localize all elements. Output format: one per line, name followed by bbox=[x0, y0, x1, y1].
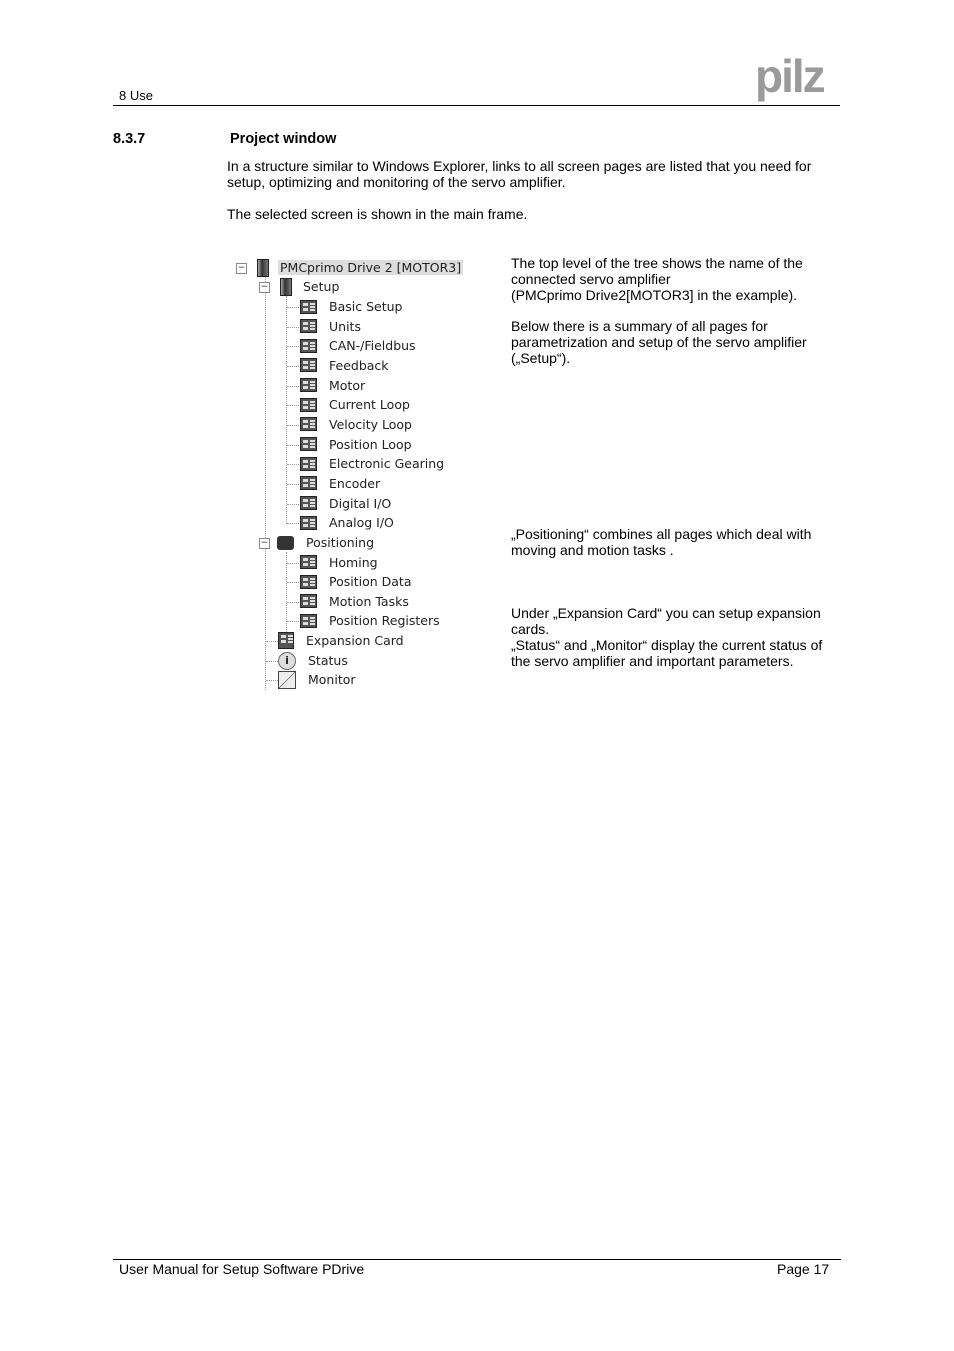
note-text: The top level of the tree shows the name of the connected servo amplifier bbox=[511, 255, 803, 287]
tree-item-setup[interactable]: Electronic Gearing bbox=[300, 454, 446, 473]
page-icon bbox=[300, 319, 317, 333]
tree-item-setup[interactable]: Current Loop bbox=[300, 395, 412, 414]
tree-node-setup[interactable]: − Setup bbox=[260, 279, 340, 294]
tree-item-positioning[interactable]: Homing bbox=[300, 553, 380, 572]
tree-item-positioning[interactable]: Motion Tasks bbox=[300, 592, 411, 611]
note-text: (PMCprimo Drive2[MOTOR3] in the example). bbox=[511, 287, 798, 303]
page-icon bbox=[300, 555, 317, 569]
expansion-card-icon bbox=[278, 632, 294, 649]
tree-node-root[interactable]: − PMCprimo Drive 2 [MOTOR3] bbox=[237, 260, 462, 275]
pilz-logo bbox=[755, 56, 837, 102]
collapse-icon[interactable]: − bbox=[260, 538, 269, 548]
tree-node-positioning[interactable]: − Positioning bbox=[260, 535, 374, 550]
page-icon bbox=[300, 614, 317, 628]
tree-item-setup[interactable]: Basic Setup bbox=[300, 297, 404, 316]
tree-item-setup[interactable]: Units bbox=[300, 317, 363, 336]
page-icon bbox=[300, 516, 317, 530]
tree-item-setup[interactable]: Feedback bbox=[300, 356, 391, 375]
collapse-icon[interactable]: − bbox=[237, 263, 246, 273]
header-rule bbox=[113, 105, 840, 106]
note-text: „Status“ and „Monitor“ display the current status of the servo amplifier and important parameters. bbox=[511, 637, 823, 669]
section-title: Project window bbox=[230, 131, 337, 147]
tree-item-setup[interactable]: Digital I/O bbox=[300, 494, 393, 513]
drive-icon bbox=[280, 278, 292, 296]
note-text: Under „Expansion Card“ you can setup expansion cards. bbox=[511, 605, 821, 637]
note-expansion-status bbox=[511, 605, 841, 669]
tree-item-setup[interactable]: Position Loop bbox=[300, 435, 414, 454]
tree-item-setup[interactable]: CAN-/Fieldbus bbox=[300, 336, 418, 355]
info-icon: i bbox=[278, 652, 296, 670]
page-icon bbox=[300, 417, 317, 431]
note-positioning: „Positioning“ combines all pages which deal with moving and motion tasks . bbox=[511, 526, 812, 558]
page-icon bbox=[300, 398, 317, 412]
footer-rule bbox=[113, 1259, 841, 1260]
note-top-level bbox=[511, 255, 841, 303]
tree-item-setup[interactable]: Encoder bbox=[300, 474, 382, 493]
tree-item-positioning[interactable]: Position Data bbox=[300, 572, 414, 591]
tree-item-setup[interactable]: Velocity Loop bbox=[300, 415, 414, 434]
collapse-icon[interactable]: − bbox=[260, 282, 269, 292]
page-icon bbox=[300, 378, 317, 392]
page-icon bbox=[300, 300, 317, 314]
project-tree bbox=[230, 256, 460, 696]
note-setup: Below there is a summary of all pages for parametrization and setup of the servo amplifier („Setup“). bbox=[511, 318, 807, 366]
positioning-icon bbox=[277, 536, 294, 550]
page-icon bbox=[300, 457, 317, 471]
gauge-icon bbox=[278, 671, 296, 689]
footer-title: User Manual for Setup Software PDrive bbox=[119, 1261, 365, 1277]
tree-node-status[interactable]: i Status bbox=[278, 651, 350, 670]
page-icon bbox=[300, 496, 317, 510]
page-icon bbox=[300, 476, 317, 490]
tree-node-expansion-card[interactable]: Expansion Card bbox=[278, 631, 406, 650]
page-icon bbox=[300, 594, 317, 608]
tree-item-positioning[interactable]: Position Registers bbox=[300, 611, 442, 630]
svg-text:pilz: pilz bbox=[755, 56, 824, 102]
page-icon bbox=[300, 358, 317, 372]
drive-icon bbox=[257, 259, 269, 277]
page-icon bbox=[300, 437, 317, 451]
tree-item-setup[interactable]: Analog I/O bbox=[300, 513, 396, 532]
header-chapter: 8 Use bbox=[119, 88, 153, 103]
tree-item-setup[interactable]: Motor bbox=[300, 376, 367, 395]
intro-paragraph: The selected screen is shown in the main frame. bbox=[227, 206, 528, 222]
intro-paragraph: In a structure similar to Windows Explorer, links to all screen pages are listed that you need for setup, optimizing and monitoring of the servo amplifier. bbox=[227, 158, 812, 190]
section-number: 8.3.7 bbox=[113, 131, 146, 147]
page-number: Page 17 bbox=[777, 1261, 830, 1277]
page-icon bbox=[300, 575, 317, 589]
page-icon bbox=[300, 339, 317, 353]
tree-node-monitor[interactable]: Monitor bbox=[278, 670, 358, 689]
